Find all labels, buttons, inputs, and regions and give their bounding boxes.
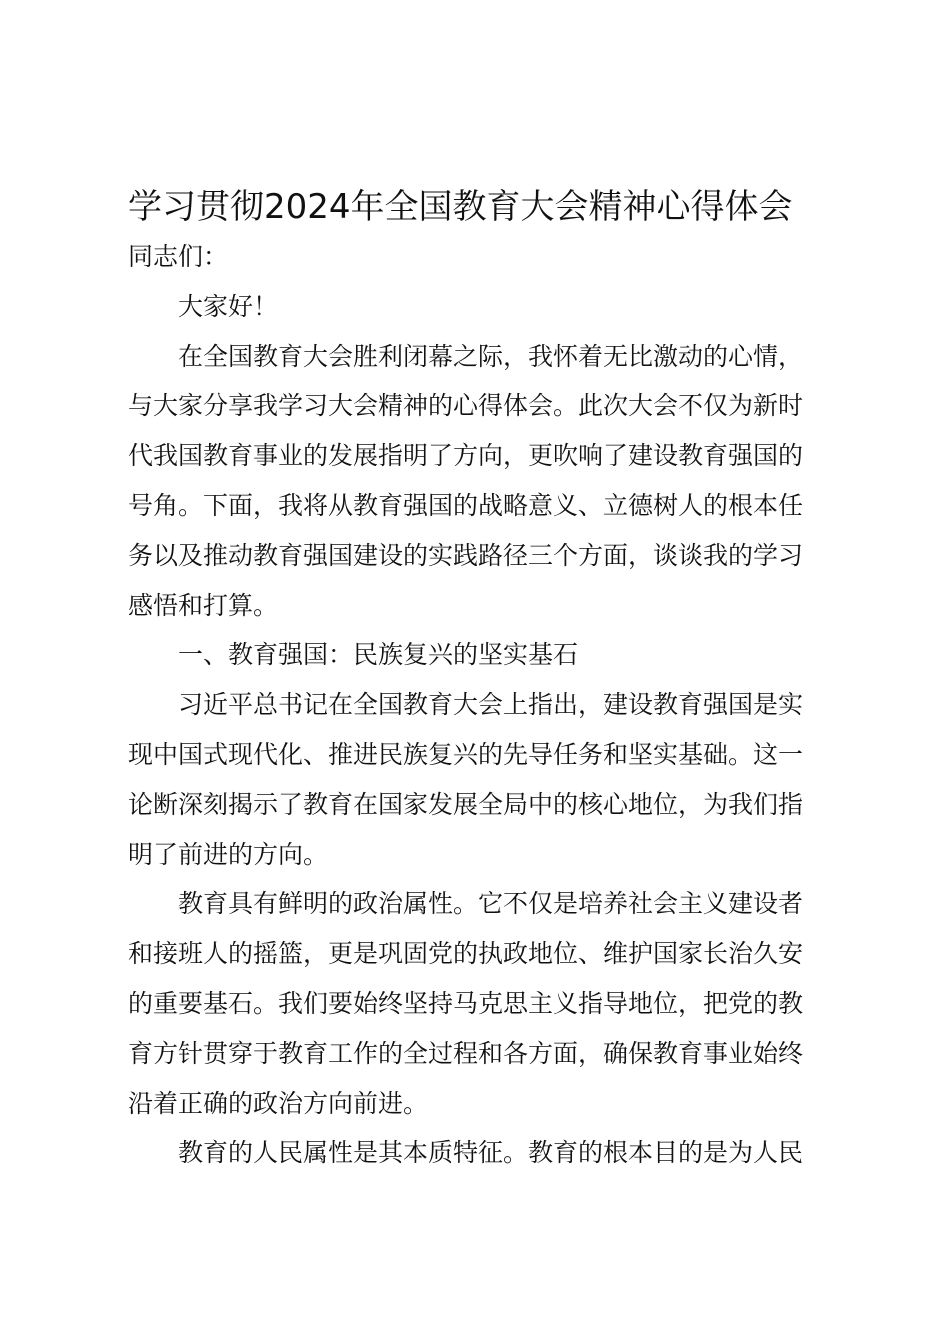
text-line: 论断深刻揭示了教育在国家发展全局中的核心地位，为我们指 (128, 789, 804, 819)
text-line: 代我国教育事业的发展指明了方向，更吹响了建设教育强国的 (128, 441, 804, 471)
document-title: 学习贯彻2024年全国教育大会精神心得体会 (128, 187, 793, 227)
text-line: 号角。下面，我将从教育强国的战略意义、立德树人的根本任 (128, 490, 804, 520)
text-line: 现中国式现代化、推进民族复兴的先导任务和坚实基础。这一 (128, 739, 804, 769)
text-line: 明了前进的方向。 (128, 839, 329, 869)
text-line: 育方针贯穿于教育工作的全过程和各方面，确保教育事业始终 (128, 1038, 804, 1068)
document-text (128, 232, 830, 1178)
text-line: 沿着正确的政治方向前进。 (128, 1088, 429, 1118)
text-line: 与大家分享我学习大会精神的心得体会。此次大会不仅为新时 (128, 391, 804, 421)
text-line: 和接班人的摇篮，更是巩固党的执政地位、维护国家长治久安 (128, 939, 804, 969)
text-line: 教育具有鲜明的政治属性。它不仅是培养社会主义建设者 (178, 889, 804, 919)
text-line: 教育的人民属性是其本质特征。教育的根本目的是为人民 (178, 1138, 804, 1168)
document-body (128, 182, 830, 1178)
text-line: 在全国教育大会胜利闭幕之际，我怀着无比激动的心情， (178, 341, 804, 371)
text-line: 一、教育强国：民族复兴的坚实基石 (178, 640, 579, 670)
text-line: 务以及推动教育强国建设的实践路径三个方面，谈谈我的学习 (128, 540, 804, 570)
text-line: 大家好！ (178, 291, 279, 321)
text-line: 感悟和打算。 (128, 590, 279, 620)
text-line: 的重要基石。我们要始终坚持马克思主义指导地位，把党的教 (128, 988, 804, 1018)
text-line: 同志们： (128, 242, 229, 271)
text-line: 习近平总书记在全国教育大会上指出，建设教育强国是实 (178, 690, 804, 720)
